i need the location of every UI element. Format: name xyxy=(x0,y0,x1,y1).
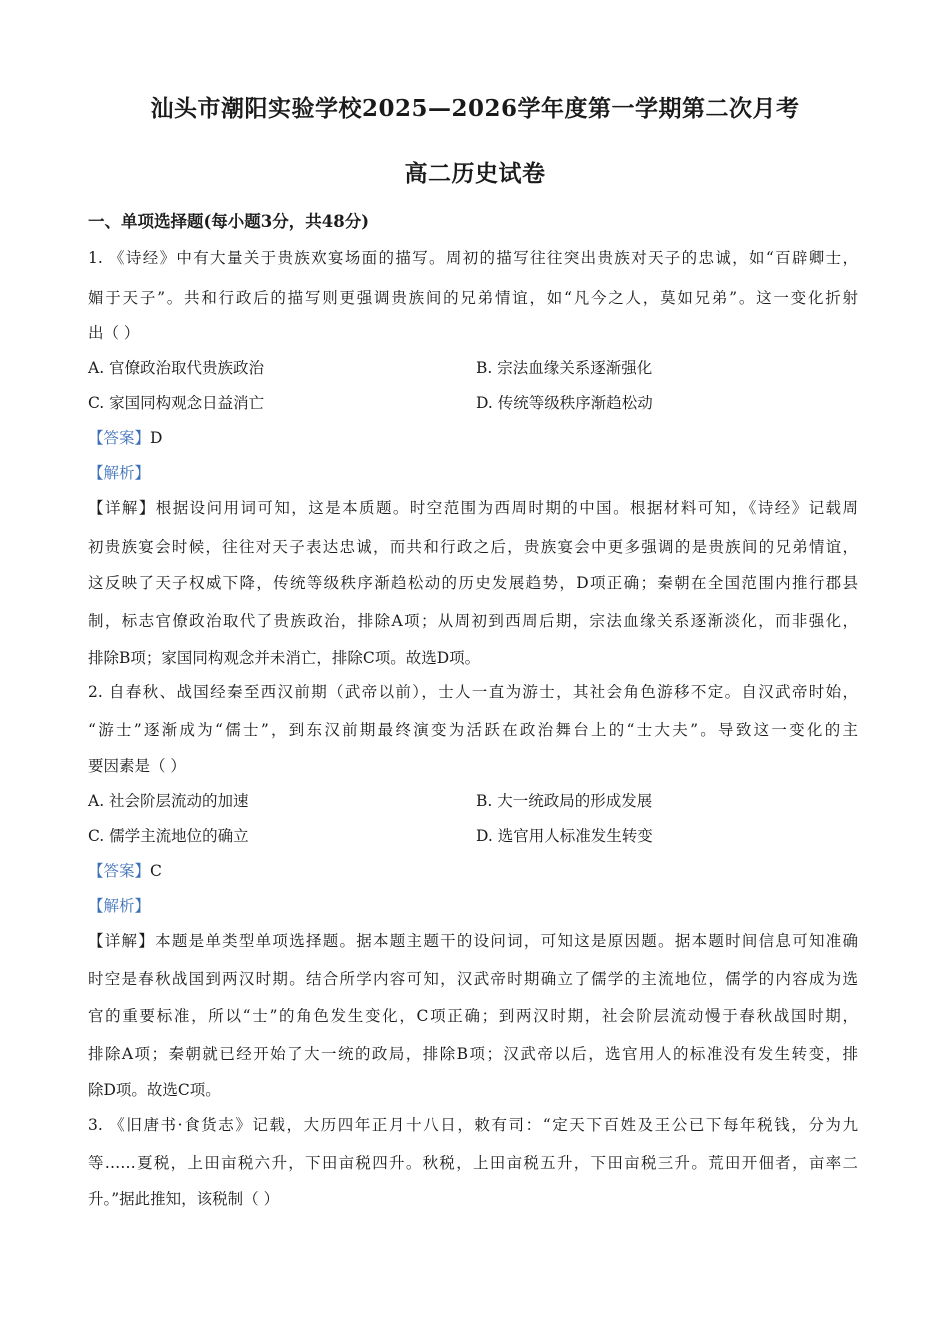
q1-option-a: A. 官僚政治取代贵族政治 xyxy=(88,359,265,377)
q3-stem-line-2: 等……夏税，上田亩税六升，下田亩税四升。秋税，上田亩税五升，下田亩税三升。荒田开佃者，亩率二 xyxy=(88,1154,858,1172)
q1-option-d: D. 传统等级秩序渐趋松动 xyxy=(476,394,653,412)
q2-analysis-tag: 【解析】 xyxy=(88,897,151,915)
q3-stem-line-3: 升。”据此推知，该税制（ ） xyxy=(88,1190,280,1208)
q1-option-b: B. 宗法血缘关系逐渐强化 xyxy=(476,359,653,377)
q3-stem-line-1: 3. 《旧唐书·食货志》记载，大历四年正月十八日，敕有司：“定天下百姓及王公已下每年税钱，分为九 xyxy=(88,1116,858,1134)
q2-detail-line-4: 排除A项；秦朝就已经开始了大一统的政局，排除B项；汉武帝以后，选官用人的标准没有发生转变，排 xyxy=(88,1045,858,1063)
q1-stem-line-2: 媚于天子”。共和行政后的描写则更强调贵族间的兄弟情谊，如“凡今之人，莫如兄弟”。这一变化折射 xyxy=(88,289,858,307)
answer-tag: 【答案】 xyxy=(88,429,151,447)
q2-answer xyxy=(88,859,162,881)
q1-detail-line-1: 【详解】根据设问用词可知，这是本质题。时空范围为西周时期的中国。根据材料可知，《诗经》记载周 xyxy=(88,499,858,517)
q2-stem-line-2: “游士”逐渐成为“儒士”，到东汉前期最终演变为活跃在政治舞台上的“士大夫”。导致这一变化的主 xyxy=(88,721,858,739)
q2-detail-line-5: 除D项。故选C项。 xyxy=(88,1081,221,1099)
q2-option-c: C. 儒学主流地位的确立 xyxy=(88,827,249,845)
q2-stem-line-3: 要因素是（ ） xyxy=(88,757,186,775)
q2-option-a: A. 社会阶层流动的加速 xyxy=(88,792,249,810)
q2-option-d: D. 选官用人标准发生转变 xyxy=(476,827,653,845)
answer-tag: 【答案】 xyxy=(88,862,151,880)
q1-stem-line-3: 出（ ） xyxy=(88,324,140,342)
q1-answer xyxy=(88,426,162,448)
exam-title: 汕头市潮阳实验学校2025—2026学年度第一学期第二次月考 xyxy=(150,95,800,122)
answer-value: D xyxy=(150,429,163,447)
section-heading: 一、单项选择题(每小题3分，共48分) xyxy=(88,212,370,231)
q1-detail-line-4: 制，标志官僚政治取代了贵族政治，排除A项；从周初到西周后期，宗法血缘关系逐渐淡化，而非强化， xyxy=(88,612,858,630)
exam-subtitle: 高二历史试卷 xyxy=(404,160,546,187)
q2-detail-line-1: 【详解】本题是单类型单项选择题。据本题主题干的设问词，可知这是原因题。据本题时间信息可知准确 xyxy=(88,932,858,950)
q2-detail-line-3: 官的重要标准，所以“士”的角色发生变化，C项正确；到两汉时期，社会阶层流动慢于春秋战国时期， xyxy=(88,1007,858,1025)
q2-stem-line-1: 2. 自春秋、战国经秦至西汉前期（武帝以前），士人一直为游士，其社会角色游移不定。自汉武帝时始， xyxy=(88,683,858,701)
q1-option-c: C. 家国同构观念日益消亡 xyxy=(88,394,265,412)
q1-analysis-tag: 【解析】 xyxy=(88,464,151,482)
q1-detail-line-3: 这反映了天子权威下降，传统等级秩序渐趋松动的历史发展趋势，D项正确；秦朝在全国范围内推行郡县 xyxy=(88,574,858,592)
q2-detail-line-2: 时空是春秋战国到两汉时期。结合所学内容可知，汉武帝时期确立了儒学的主流地位，儒学的内容成为选 xyxy=(88,970,858,988)
q1-detail-line-2: 初贵族宴会时候，往往对天子表达忠诚，而共和行政之后，贵族宴会中更多强调的是贵族间的兄弟情谊， xyxy=(88,538,858,556)
answer-value: C xyxy=(150,862,162,880)
q1-stem-line-1: 1. 《诗经》中有大量关于贵族欢宴场面的描写。周初的描写往往突出贵族对天子的忠诚，如“百辟卿士， xyxy=(88,249,858,267)
q2-option-b: B. 大一统政局的形成发展 xyxy=(476,792,653,810)
q1-detail-line-5: 排除B项；家国同构观念并未消亡，排除C项。故选D项。 xyxy=(88,649,481,667)
